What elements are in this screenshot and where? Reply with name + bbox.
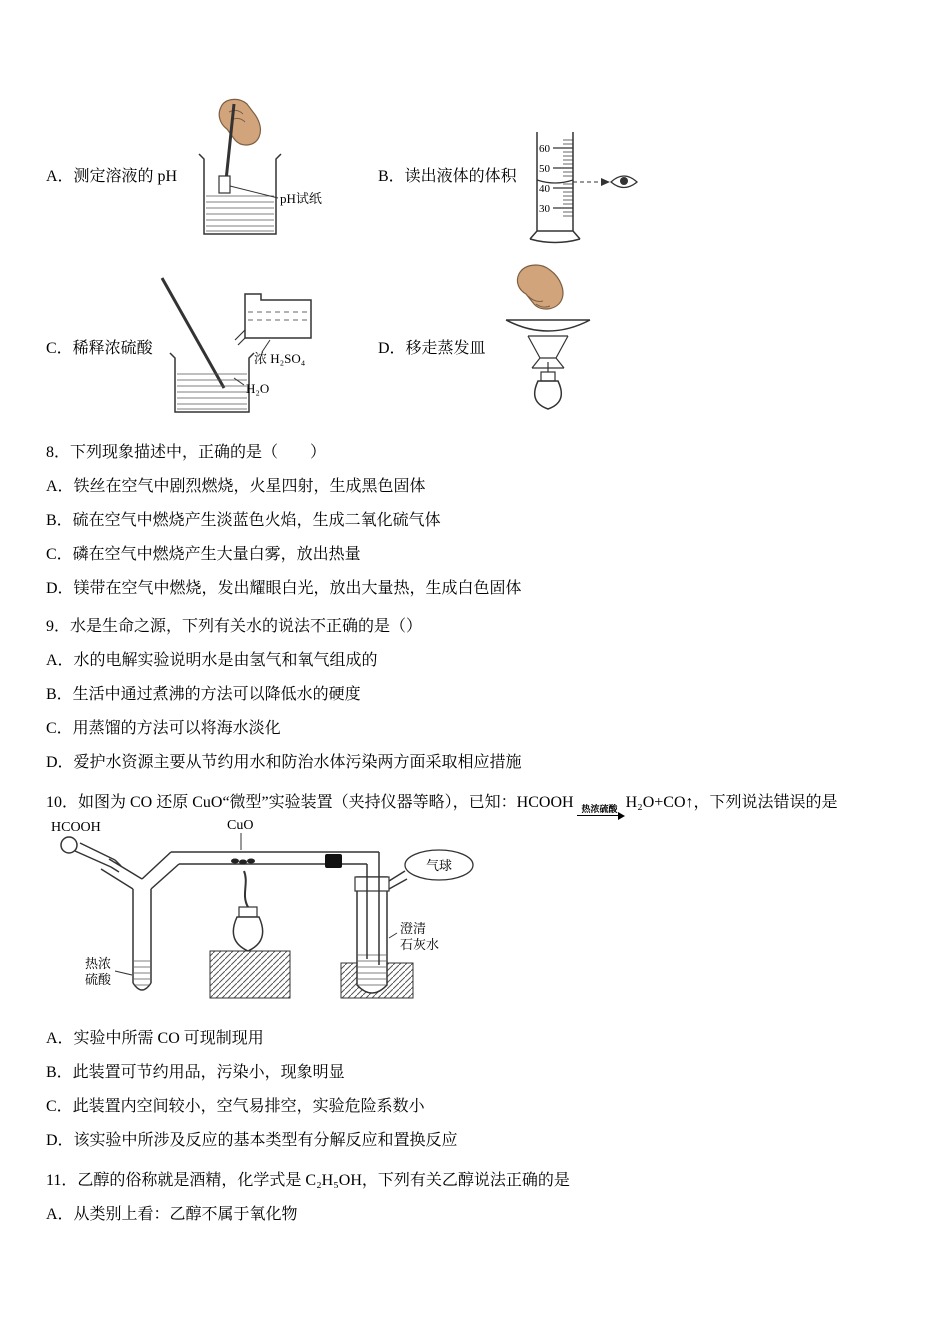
q8-option-b: B．硫在空气中燃烧产生淡蓝色火焰，生成二氧化硫气体 [46, 512, 441, 529]
q8-option-c: C．磷在空气中燃烧产生大量白雾，放出热量 [46, 546, 361, 563]
co-reduction-diagram [45, 815, 490, 1020]
minor-ticks [563, 140, 573, 216]
limewater-label-2: 石灰水 [400, 937, 440, 952]
q10-option-c: C．此装置内空间较小，空气易排空，实验危险系数小 [46, 1098, 425, 1115]
y-tube [101, 852, 179, 990]
apparatus-a-label: A．测定溶液的 pH [46, 168, 178, 185]
q9-option-b: B．生活中通过煮沸的方法可以降低水的硬度 [46, 686, 361, 703]
reaction-arrow [577, 804, 623, 816]
dropper-bulb [61, 837, 77, 853]
balloon-neck [389, 871, 407, 889]
alcohol-lamp [233, 917, 262, 951]
ph-paper [219, 176, 230, 193]
wood-block-left [210, 951, 290, 998]
alcohol-lamp [535, 381, 562, 409]
q10-option-b: B．此装置可节约用品，污染小，现象明显 [46, 1064, 345, 1081]
reaction-tube [171, 852, 379, 864]
acid-bottle-label: 浓 H₂SO₄ [254, 351, 306, 366]
water-label: H₂O [246, 381, 270, 396]
graduated-cylinder-diagram [525, 128, 665, 253]
q9-option-d: D．爱护水资源主要从节约用水和防治水体污染两方面采取相应措施 [46, 754, 522, 771]
q10-option-d: D．该实验中所涉及反应的基本类型有分解反应和置换反应 [46, 1132, 458, 1149]
q9-option-a: A．水的电解实验说明水是由氢气和氧气组成的 [46, 652, 378, 669]
question-8 [46, 436, 522, 606]
lamp-neck [239, 907, 257, 917]
glass-rod [162, 278, 224, 388]
tick-label-40: 40 [539, 183, 550, 195]
apparatus-c-label: C．稀释浓硫酸 [46, 340, 153, 357]
q8-option-a: A．铁丝在空气中剧烈燃烧，火星四射，生成黑色固体 [46, 478, 426, 495]
dilute-acid-diagram [148, 272, 343, 422]
acid-bottle [245, 294, 311, 338]
ph-test-diagram [185, 98, 335, 248]
tick-label-60: 60 [539, 143, 550, 155]
q11-stem: 11．乙醇的俗称就是酒精，化学式是 C₂H₅OH，下列有关乙醇说法正确的是 [46, 1172, 570, 1189]
lamp-cap [541, 372, 555, 381]
hcooh-label: HCOOH [51, 820, 101, 835]
cuo-powder [231, 859, 239, 864]
beaker [170, 353, 254, 412]
tube-clip [325, 854, 342, 868]
apparatus-b-label: B．读出液体的体积 [378, 168, 517, 185]
hot-acid-label-1: 热浓 [85, 956, 112, 971]
dropper [75, 843, 121, 872]
limewater-label-1: 澄清 [400, 921, 427, 936]
question-11 [46, 1164, 570, 1232]
liquid-lines [206, 196, 274, 231]
ph-paper-label: pH试纸 [280, 191, 322, 206]
stopper [355, 877, 389, 891]
q10-stem-post: H₂O+CO↑，下列说法错误的是 [625, 794, 838, 811]
q11-option-a: A．从类别上看：乙醇不属于氧化物 [46, 1206, 298, 1223]
q10-stem-pre: 10．如图为 CO 还原 CuO“微型”实验装置（夹持仪器等略），已知：HCOOH [46, 794, 574, 811]
reaction-condition: 热浓硫酸 [581, 804, 618, 814]
flame [244, 871, 248, 907]
tick-label-30: 30 [539, 203, 550, 215]
hand [517, 265, 563, 309]
hot-acid-label-2: 硫酸 [85, 972, 112, 987]
limewater-test-tube [357, 877, 387, 993]
evaporating-dish-diagram [478, 262, 618, 417]
q9-option-c: C．用蒸馏的方法可以将海水淡化 [46, 720, 281, 737]
tick-label-50: 50 [539, 163, 550, 175]
q10-option-a: A．实验中所需 CO 可现制现用 [46, 1030, 264, 1047]
q9-stem: 9．水是生命之源，下列有关水的说法不正确的是（） [46, 618, 423, 635]
question-10-options [46, 1022, 458, 1158]
hand [219, 99, 260, 145]
q8-stem: 8．下列现象描述中，正确的是（ ） [46, 444, 327, 461]
sight-arrow [601, 178, 610, 186]
hot-acid-lines [134, 961, 150, 985]
apparatus-d-label: D．移走蒸发皿 [378, 340, 486, 357]
major-ticks [553, 148, 573, 208]
question-9 [46, 610, 522, 780]
arrow-line [577, 815, 623, 816]
q8-option-d: D．镁带在空气中燃烧，发出耀眼白光，放出大量热，生成白色固体 [46, 580, 522, 597]
beaker [199, 154, 281, 234]
cuo-label: CuO [227, 818, 254, 833]
evaporating-dish [506, 320, 590, 331]
balloon-label: 气球 [426, 858, 453, 873]
